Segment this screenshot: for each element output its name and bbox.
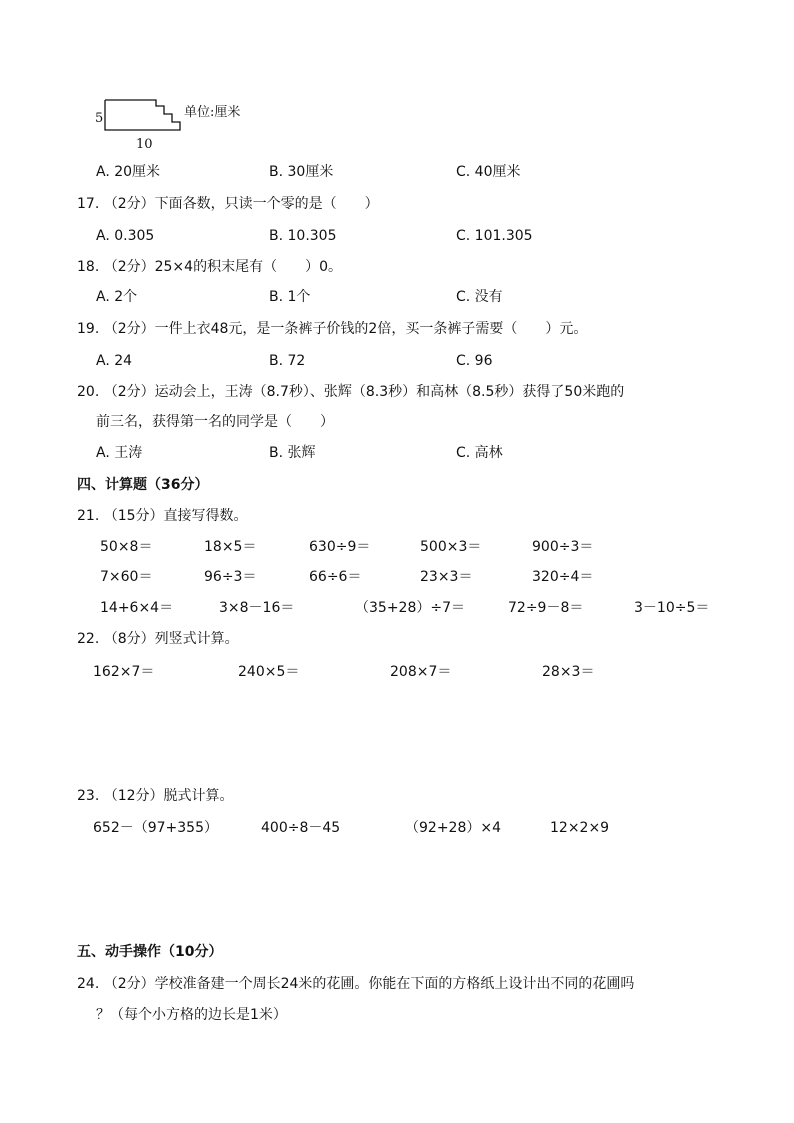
q21-stem: 21. （15分）直接写得数。 [77, 508, 248, 524]
q22-item-3: 208×7＝ [390, 664, 452, 680]
q21-r1-c4: 500×3＝ [420, 539, 482, 555]
q21-r1-c3: 630÷9＝ [309, 539, 371, 555]
q22-item-4: 28×3＝ [542, 664, 595, 680]
q23-item-4: 12×2×9 [550, 820, 610, 836]
q24-stem-line1: 24. （2分）学校准备建一个周长24米的花圃。你能在下面的方格纸上设计出不同的花圃吗 [77, 976, 635, 992]
q17-option-b: B. 10.305 [269, 228, 337, 244]
q17-stem: 17. （2分）下面各数，只读一个零的是（ ） [77, 196, 379, 212]
q23-item-1: 652－（97+355） [93, 820, 218, 836]
q21-r1-c1: 50×8＝ [100, 539, 153, 555]
q20-stem-line2: 前三名，获得第一名的同学是（ ） [96, 414, 334, 430]
q21-r1-c5: 900÷3＝ [532, 539, 594, 555]
q22-item-2: 240×5＝ [238, 664, 300, 680]
q18-option-a: A. 2个 [96, 289, 138, 305]
q18-option-b: B. 1个 [269, 289, 311, 305]
figure-height-label: 5 [95, 111, 104, 126]
q20-option-c: C. 高林 [456, 445, 503, 461]
q16-option-c: C. 40厘米 [456, 164, 521, 180]
q17-option-a: A. 0.305 [96, 228, 155, 244]
q19-option-a: A. 24 [96, 353, 133, 369]
q16-option-a: A. 20厘米 [96, 164, 161, 180]
q22-stem: 22. （8分）列竖式计算。 [77, 631, 239, 647]
q21-r2-c4: 23×3＝ [420, 569, 473, 585]
q21-r2-c2: 96÷3＝ [204, 569, 257, 585]
q19-stem: 19. （2分）一件上衣48元，是一条裤子价钱的2倍，买一条裤子需要（ ）元。 [77, 321, 588, 337]
q21-r2-c1: 7×60＝ [100, 569, 153, 585]
q18-option-c: C. 没有 [456, 289, 503, 305]
q21-r3-c5: 3－10÷5＝ [634, 600, 710, 616]
q21-r1-c2: 18×5＝ [204, 539, 257, 555]
q23-stem: 23. （12分）脱式计算。 [77, 788, 234, 804]
q18-stem: 18. （2分）25×4的积末尾有（ ）0。 [77, 259, 342, 275]
q16-option-b: B. 30厘米 [269, 164, 334, 180]
q24-stem-line2: ？（每个小方格的边长是1米） [96, 1007, 287, 1023]
q21-r2-c5: 320÷4＝ [532, 569, 594, 585]
q21-r3-c4: 72÷9－8＝ [508, 600, 584, 616]
figure-unit-label: 单位:厘米 [184, 105, 241, 120]
q21-r3-c3: （35+28）÷7＝ [355, 600, 465, 616]
q20-stem-line1: 20. （2分）运动会上，王涛（8.7秒）、张辉（8.3秒）和高林（8.5秒）获得了50米跑的 [77, 384, 625, 400]
section5-heading: 五、动手操作（10分） [77, 944, 223, 960]
q23-item-2: 400÷8－45 [261, 820, 341, 836]
q19-option-b: B. 72 [269, 353, 306, 369]
q21-r3-c1: 14+6×4＝ [100, 600, 174, 616]
q20-option-a: A. 王涛 [96, 445, 143, 461]
figure-width-label: 10 [136, 137, 153, 152]
staircase-figure [88, 92, 288, 152]
q21-r3-c2: 3×8－16＝ [219, 600, 295, 616]
q17-option-c: C. 101.305 [456, 228, 533, 244]
q19-option-c: C. 96 [456, 353, 493, 369]
q20-option-b: B. 张辉 [269, 445, 316, 461]
q23-item-3: （92+28）×4 [405, 820, 501, 836]
section4-heading: 四、计算题（36分） [77, 477, 209, 493]
q21-r2-c3: 66÷6＝ [309, 569, 362, 585]
q22-item-1: 162×7＝ [93, 664, 155, 680]
